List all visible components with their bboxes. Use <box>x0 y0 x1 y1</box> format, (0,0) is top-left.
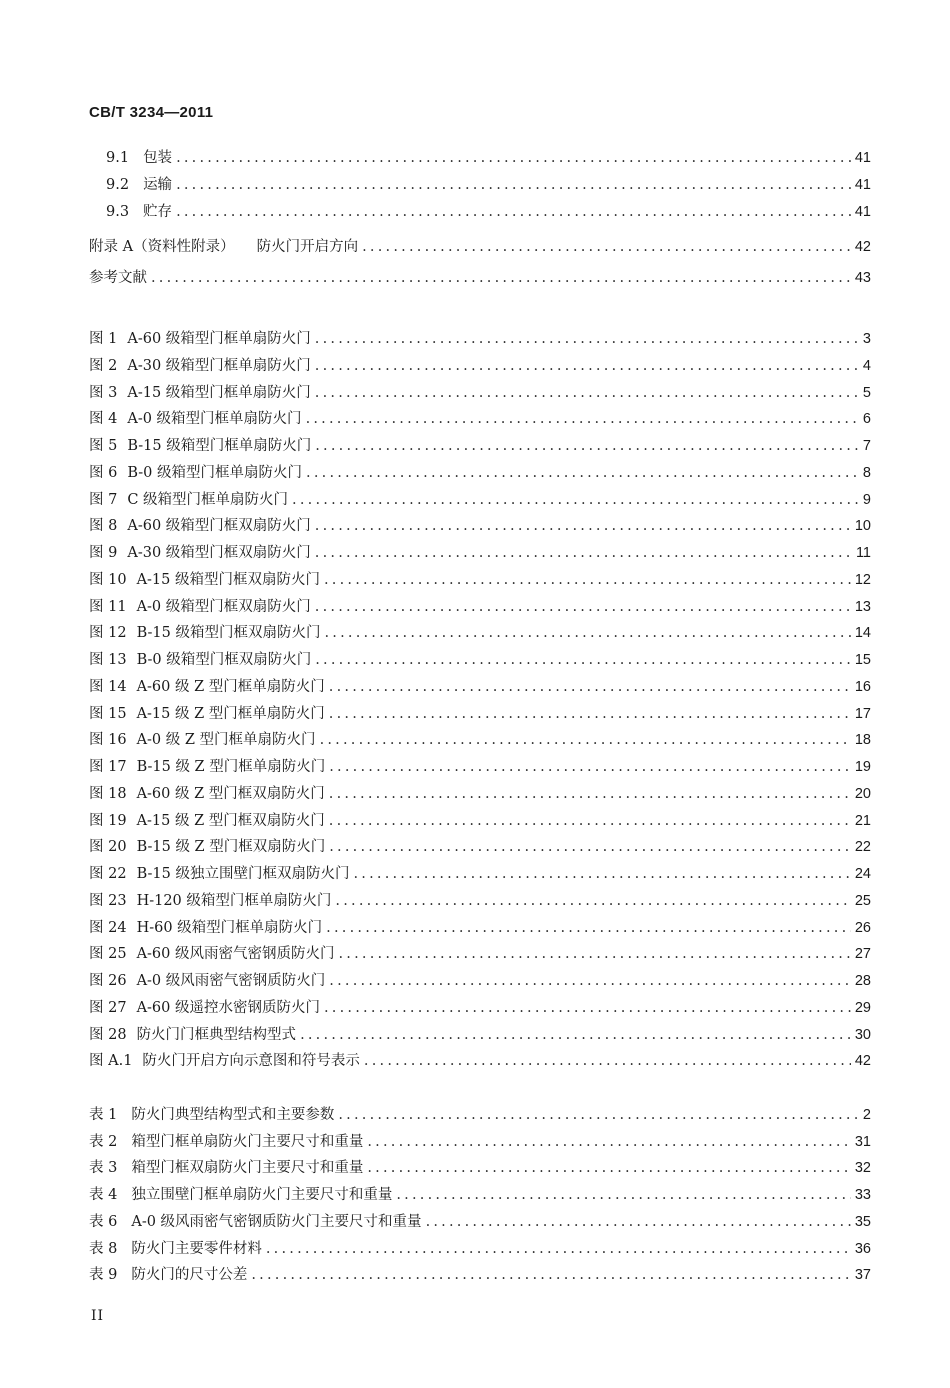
dot-leader <box>315 382 859 404</box>
toc-entry-number: 图 3 <box>89 385 118 401</box>
toc-entry-title: 防火门开启方向示意图和符号表示 <box>142 1053 360 1069</box>
toc-entry-number: 图 13 <box>89 652 127 668</box>
toc-entry-page: 41 <box>854 204 871 220</box>
toc-figure-entry[interactable] <box>89 355 871 377</box>
toc-figure-entry[interactable] <box>89 328 871 350</box>
toc-entry-page: 9 <box>862 492 871 508</box>
toc-table-entry[interactable] <box>89 1104 871 1126</box>
toc-appendix-entry[interactable] <box>89 236 871 258</box>
toc-entry-page: 42 <box>854 1053 871 1069</box>
toc-entry-number: 9.3 <box>106 204 130 220</box>
toc-entry-title: A-0 级 Z 型门框单扇防火门 <box>136 732 316 748</box>
toc-entry-page: 5 <box>862 385 871 401</box>
toc-entry-page: 18 <box>854 732 871 748</box>
dot-leader <box>335 890 850 912</box>
toc-figure-entry[interactable] <box>89 596 871 618</box>
toc-entry-title: A-60 级风雨密气密钢质防火门 <box>136 946 335 962</box>
dot-leader <box>306 408 859 430</box>
dot-leader <box>326 917 851 939</box>
toc-entry-title: 独立围壁门框单扇防火门主要尺寸和重量 <box>131 1187 393 1203</box>
toc-section-entry[interactable] <box>106 201 871 223</box>
toc-entry-number: 图 16 <box>89 732 127 748</box>
toc-entry-number: 9.2 <box>106 177 130 193</box>
toc-section-entry[interactable] <box>106 174 871 196</box>
toc-entry-number: 图 25 <box>89 946 127 962</box>
toc-entry-number: 附录 A（资料性附录） <box>89 239 235 255</box>
toc-entry-title: C 级箱型门框单扇防火门 <box>127 492 289 508</box>
toc-entry-page: 41 <box>854 150 871 166</box>
toc-references-entry[interactable] <box>89 267 871 289</box>
toc-entry-page: 24 <box>854 866 871 882</box>
toc-entry-number: 图 15 <box>89 706 127 722</box>
toc-entry-title: B-0 级箱型门框单扇防火门 <box>127 465 303 481</box>
toc-entry-page: 11 <box>855 545 871 561</box>
toc-entry-title: A-60 级箱型门框双扇防火门 <box>127 518 311 534</box>
dot-leader <box>251 1264 851 1286</box>
toc-entry-number: 图 A.1 <box>89 1053 133 1069</box>
toc-entry-title: A-0 级箱型门框双扇防火门 <box>136 599 311 615</box>
toc-entry-title: 防火门的尺寸公差 <box>131 1267 248 1283</box>
dot-leader <box>292 489 859 511</box>
dot-leader <box>315 355 859 377</box>
toc-figure-entry[interactable] <box>89 542 871 564</box>
toc-entry-title: B-15 级箱型门框双扇防火门 <box>136 625 321 641</box>
toc-entry-page: 22 <box>854 839 871 855</box>
toc-entry-title: 包装 <box>143 150 173 166</box>
toc-entry-page: 27 <box>854 946 871 962</box>
toc-entry-title: A-60 级箱型门框单扇防火门 <box>127 331 311 347</box>
dot-leader <box>362 236 851 258</box>
toc-entry-title: A-30 级箱型门框双扇防火门 <box>127 545 311 561</box>
toc-entry-title: H-60 级箱型门框单扇防火门 <box>136 920 323 936</box>
dot-leader <box>329 970 851 992</box>
toc-table-entry[interactable] <box>89 1184 871 1206</box>
toc-entry-title: 运输 <box>143 177 173 193</box>
dot-leader <box>329 756 851 778</box>
toc-entry-number: 图 27 <box>89 1000 127 1016</box>
toc-figure-entry[interactable] <box>89 890 871 912</box>
toc-entry-title: A-60 级 Z 型门框单扇防火门 <box>136 679 325 695</box>
toc-entry-number: 图 17 <box>89 759 127 775</box>
toc-table-entry[interactable] <box>89 1264 871 1286</box>
toc-entry-page: 13 <box>854 599 871 615</box>
dot-leader <box>315 649 851 671</box>
toc-entry-page: 21 <box>854 813 871 829</box>
toc-entry-page: 33 <box>854 1187 871 1203</box>
toc-entry-page: 3 <box>862 331 871 347</box>
toc-entry-title: B-15 级独立围壁门框双扇防火门 <box>136 866 350 882</box>
toc-entry-title: A-0 级箱型门框单扇防火门 <box>127 411 302 427</box>
toc-entry-page: 29 <box>854 1000 871 1016</box>
toc-entry-number: 图 10 <box>89 572 127 588</box>
toc-entry-number: 图 11 <box>89 599 127 615</box>
dot-leader <box>315 515 851 537</box>
toc-figure-entry[interactable] <box>89 783 871 805</box>
dot-leader <box>320 729 851 751</box>
toc-entry-number: 图 28 <box>89 1027 127 1043</box>
toc-entry-title: B-15 级箱型门框单扇防火门 <box>127 438 312 454</box>
toc-figure-entry[interactable] <box>89 863 871 885</box>
toc-entry-number: 表 3 <box>89 1160 118 1176</box>
dot-leader <box>315 542 852 564</box>
toc-table-entry[interactable] <box>89 1157 871 1179</box>
toc-entry-title: A-15 级 Z 型门框双扇防火门 <box>136 813 325 829</box>
toc-entry-page: 20 <box>854 786 871 802</box>
toc-entry-number: 图 19 <box>89 813 127 829</box>
toc-entry-number: 图 4 <box>89 411 118 427</box>
toc-entry-title: 箱型门框双扇防火门主要尺寸和重量 <box>131 1160 364 1176</box>
dot-leader <box>367 1131 851 1153</box>
toc-figure-entry[interactable] <box>89 676 871 698</box>
toc-entry-page: 41 <box>854 177 871 193</box>
toc-entry-number: 图 22 <box>89 866 127 882</box>
toc-entry-number: 表 9 <box>89 1267 118 1283</box>
dot-leader <box>329 676 851 698</box>
toc-entry-title: A-60 级 Z 型门框双扇防火门 <box>136 786 325 802</box>
toc-figure-entry[interactable] <box>89 970 871 992</box>
dot-leader <box>324 569 851 591</box>
dot-leader <box>329 836 851 858</box>
toc-entry-number: 表 8 <box>89 1241 118 1257</box>
toc-figure-entry[interactable] <box>89 462 871 484</box>
toc-figure-entry[interactable] <box>89 703 871 725</box>
page-number: II <box>91 1308 105 1324</box>
toc-entry-title: H-120 级箱型门框单扇防火门 <box>136 893 332 909</box>
dot-leader <box>364 1050 851 1072</box>
toc-entry-page: 12 <box>854 572 871 588</box>
toc-entry-number: 图 23 <box>89 893 127 909</box>
toc-entry-number: 图 7 <box>89 492 118 508</box>
toc-entry-number: 图 8 <box>89 518 118 534</box>
dot-leader <box>176 147 851 169</box>
toc-entry-page: 19 <box>854 759 871 775</box>
toc-figure-entry[interactable] <box>89 515 871 537</box>
toc-entry-page: 26 <box>854 920 871 936</box>
toc-entry-page: 4 <box>862 358 871 374</box>
toc-entry-page: 36 <box>854 1241 871 1257</box>
toc-entry-number: 表 6 <box>89 1214 118 1230</box>
toc-entry-title: A-60 级遥控水密钢质防火门 <box>136 1000 320 1016</box>
toc-table-entry[interactable] <box>89 1211 871 1233</box>
toc-entry-number: 图 1 <box>89 331 118 347</box>
toc-entry-title: B-0 级箱型门框双扇防火门 <box>136 652 312 668</box>
dot-leader <box>151 267 851 289</box>
dot-leader <box>339 943 851 965</box>
toc-entry-page: 37 <box>854 1267 871 1283</box>
toc-figure-entry[interactable] <box>89 836 871 858</box>
dot-leader <box>329 703 851 725</box>
toc-entry-title: A-15 级 Z 型门框单扇防火门 <box>136 706 325 722</box>
toc-entry-title: A-15 级箱型门框双扇防火门 <box>136 572 320 588</box>
toc-entry-page: 7 <box>862 438 871 454</box>
toc-figure-entry[interactable] <box>89 943 871 965</box>
toc-entry-number: 9.1 <box>106 150 130 166</box>
toc-entry-page: 43 <box>854 270 871 286</box>
toc-entry-title: B-15 级 Z 型门框单扇防火门 <box>136 759 326 775</box>
dot-leader <box>315 596 851 618</box>
dot-leader <box>266 1238 851 1260</box>
toc-figure-entry[interactable] <box>89 917 871 939</box>
dot-leader <box>396 1184 851 1206</box>
dot-leader <box>324 997 851 1019</box>
toc-entry-number: 图 5 <box>89 438 118 454</box>
dot-leader <box>426 1211 851 1233</box>
toc-entry-title: A-30 级箱型门框单扇防火门 <box>127 358 311 374</box>
toc-figure-entry[interactable] <box>89 435 871 457</box>
toc-entry-page: 6 <box>862 411 871 427</box>
toc-entry-number: 表 2 <box>89 1134 118 1150</box>
toc-entry-number: 图 6 <box>89 465 118 481</box>
toc-entry-page: 16 <box>854 679 871 695</box>
toc-entry-number: 图 12 <box>89 625 127 641</box>
toc-entry-number: 图 24 <box>89 920 127 936</box>
toc-entry-title: A-15 级箱型门框单扇防火门 <box>127 385 311 401</box>
toc-entry-title: A-0 级风雨密气密钢质防火门 <box>136 973 326 989</box>
toc-entry-title: 防火门开启方向 <box>256 239 359 255</box>
toc-entry-number: 图 20 <box>89 839 127 855</box>
toc-entry-page: 31 <box>854 1134 871 1150</box>
toc-section-entry[interactable] <box>106 147 871 169</box>
toc-entry-title: 箱型门框单扇防火门主要尺寸和重量 <box>131 1134 364 1150</box>
toc-entry-title: 防火门门框典型结构型式 <box>136 1027 297 1043</box>
toc-entry-title: B-15 级 Z 型门框双扇防火门 <box>136 839 326 855</box>
toc-figure-entry[interactable] <box>89 569 871 591</box>
dot-leader <box>329 810 851 832</box>
dot-leader <box>315 435 859 457</box>
toc-entry-title: A-0 级风雨密气密钢质防火门主要尺寸和重量 <box>131 1214 422 1230</box>
dot-leader <box>300 1024 851 1046</box>
toc-figure-entry[interactable] <box>89 408 871 430</box>
toc-entry-page: 32 <box>854 1160 871 1176</box>
toc-figure-entry[interactable] <box>89 810 871 832</box>
dot-leader <box>367 1157 851 1179</box>
toc-figure-entry[interactable] <box>89 382 871 404</box>
toc-entry-title: 贮存 <box>143 204 173 220</box>
toc-entry-page: 14 <box>854 625 871 641</box>
dot-leader <box>306 462 859 484</box>
toc-entry-page: 15 <box>854 652 871 668</box>
toc-table-entry[interactable] <box>89 1238 871 1260</box>
dot-leader <box>324 622 850 644</box>
toc-entry-page: 17 <box>854 706 871 722</box>
dot-leader <box>329 783 851 805</box>
toc-entry-page: 8 <box>862 465 871 481</box>
toc-entry-number: 表 1 <box>89 1107 118 1123</box>
toc-entry-page: 30 <box>854 1027 871 1043</box>
dot-leader <box>353 863 850 885</box>
toc-figure-entry[interactable] <box>89 997 871 1019</box>
dot-leader <box>176 174 851 196</box>
toc-entry-page: 35 <box>854 1214 871 1230</box>
dot-leader <box>315 328 859 350</box>
toc-entry-number: 表 4 <box>89 1187 118 1203</box>
toc-entry-title: 防火门主要零件材料 <box>131 1241 262 1257</box>
toc-entry-page: 25 <box>854 893 871 909</box>
toc-entry-title: 参考文献 <box>89 270 147 286</box>
dot-leader <box>176 201 851 223</box>
toc-figure-entry[interactable] <box>89 489 871 511</box>
toc-entry-page: 10 <box>854 518 871 534</box>
toc-table-entry[interactable] <box>89 1131 871 1153</box>
toc-figure-entry[interactable] <box>89 729 871 751</box>
dot-leader <box>338 1104 859 1126</box>
toc-entry-number: 图 2 <box>89 358 118 374</box>
toc-entry-number: 图 18 <box>89 786 127 802</box>
toc-entry-page: 42 <box>854 239 871 255</box>
toc-entry-title: 防火门典型结构型式和主要参数 <box>131 1107 335 1123</box>
toc-entry-number: 图 9 <box>89 545 118 561</box>
toc-figure-entry[interactable] <box>89 1050 871 1072</box>
toc-figure-entry[interactable] <box>89 622 871 644</box>
toc-figure-entry[interactable] <box>89 1024 871 1046</box>
toc-figure-entry[interactable] <box>89 756 871 778</box>
toc-entry-number: 图 14 <box>89 679 127 695</box>
toc-entry-number: 图 26 <box>89 973 127 989</box>
toc-figure-entry[interactable] <box>89 649 871 671</box>
toc-entry-page: 2 <box>862 1107 871 1123</box>
document-code: CB/T 3234—2011 <box>89 104 214 121</box>
toc-entry-page: 28 <box>854 973 871 989</box>
